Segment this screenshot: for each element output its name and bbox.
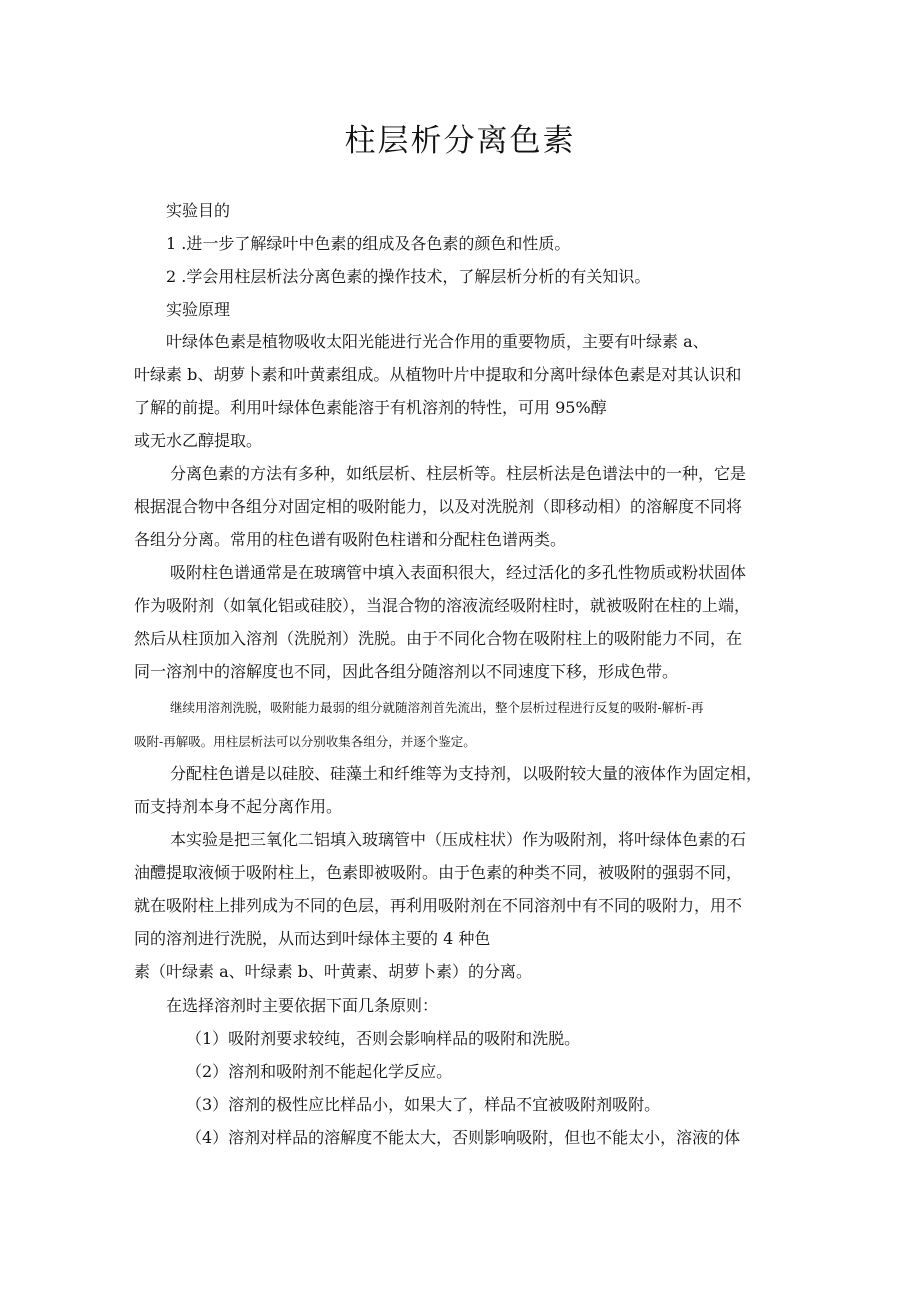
paragraph-line: 就在吸附柱上排列成为不同的色层，再利用吸附剂在不同溶剂中有不同的吸附力，用不 bbox=[134, 896, 743, 915]
purpose-item-2: 2 .学会用柱层析法分离色素的操作技术，了解层析分析的有关知识。 bbox=[166, 267, 651, 286]
paragraph-line: 叶绿体色素是植物吸收太阳光能进行光合作用的重要物质，主要有叶绿素 a、 bbox=[166, 332, 709, 351]
principle-item-4: （4）溶剂对样品的溶解度不能太大，否则影响吸附，但也不能太小，溶液的体 bbox=[186, 1128, 741, 1147]
paragraph-line: 油醴提取液倾于吸附柱上，色素即被吸附。由于色素的种类不同，被吸附的强弱不同， bbox=[134, 863, 743, 882]
small-paragraph-line: 继续用溶剂洗脱，吸附能力最弱的组分就随溶剂首先流出，整个层析过程进行反复的吸附-解析-再 bbox=[170, 700, 704, 715]
paragraph-line: 而支持剂本身不起分离作用。 bbox=[134, 797, 343, 816]
paragraph-line: 叶绿素 b、胡萝卜素和叶黄素组成。从植物叶片中提取和分离叶绿体色素是对其认识和 bbox=[134, 365, 742, 384]
paragraph-line: 吸附柱色谱通常是在玻璃管中填入表面积很大，经过活化的多孔性物质或粉状固体 bbox=[170, 563, 747, 582]
paragraph-line: 根据混合物中各组分对固定相的吸附能力，以及对洗脱剂（即移动相）的溶解度不同将 bbox=[134, 497, 743, 516]
principle-item-3: （3）溶剂的极性应比样品小，如果大了，样品不宜被吸附剂吸附。 bbox=[186, 1095, 661, 1114]
paragraph-line: 同一溶剂中的溶解度也不同，因此各组分随溶剂以不同速度下移，形成色带。 bbox=[134, 662, 679, 681]
paragraph-line: 素（叶绿素 a、叶绿素 b、叶黄素、胡萝卜素）的分离。 bbox=[134, 962, 532, 981]
paragraph-line: 在选择溶剂时主要依据下面几条原则： bbox=[166, 996, 439, 1015]
section-heading-purpose: 实验目的 bbox=[166, 201, 231, 220]
purpose-item-1: 1 .进一步了解绿叶中色素的组成及各色素的颜色和性质。 bbox=[166, 234, 571, 253]
paragraph-line: 本实验是把三氧化二铝填入玻璃管中（压成柱状）作为吸附剂，将叶绿体色素的石 bbox=[170, 830, 747, 849]
paragraph-line: 同的溶剂进行洗脱，从而达到叶绿体主要的 4 种色 bbox=[134, 929, 491, 948]
small-paragraph-line: 吸附-再解吸。用柱层析法可以分别收集各组分，并逐个鉴定。 bbox=[134, 734, 476, 749]
principle-item-2: （2）溶剂和吸附剂不能起化学反应。 bbox=[186, 1062, 453, 1081]
page-title: 柱层析分离色素 bbox=[344, 123, 576, 159]
paragraph-line: 或无水乙醇提取。 bbox=[134, 431, 263, 450]
paragraph-line: 分离色素的方法有多种，如纸层析、柱层析等。柱层析法是色谱法中的一种，它是 bbox=[170, 464, 747, 483]
paragraph-line: 了解的前提。利用叶绿体色素能溶于有机溶剂的特性，可用 95%醇 bbox=[134, 398, 607, 417]
paragraph-line: 然后从柱顶加入溶剂（洗脱剂）洗脱。由于不同化合物在吸附柱上的吸附能力不同，在 bbox=[134, 629, 743, 648]
paragraph-line: 分配柱色谱是以硅胶、硅藻土和纤维等为支持剂，以吸附较大量的液体作为固定相， bbox=[170, 764, 763, 783]
paragraph-line: 各组分分离。常用的柱色谱有吸附色柱谱和分配柱色谱两类。 bbox=[134, 530, 567, 549]
paragraph-line: 作为吸附剂（如氧化铝或硅胶），当混合物的溶液流经吸附柱时，就被吸附在柱的上端， bbox=[134, 596, 751, 615]
principle-item-1: （1）吸附剂要求较纯，否则会影响样品的吸附和洗脱。 bbox=[186, 1029, 581, 1048]
section-heading-principle: 实验原理 bbox=[166, 300, 231, 319]
